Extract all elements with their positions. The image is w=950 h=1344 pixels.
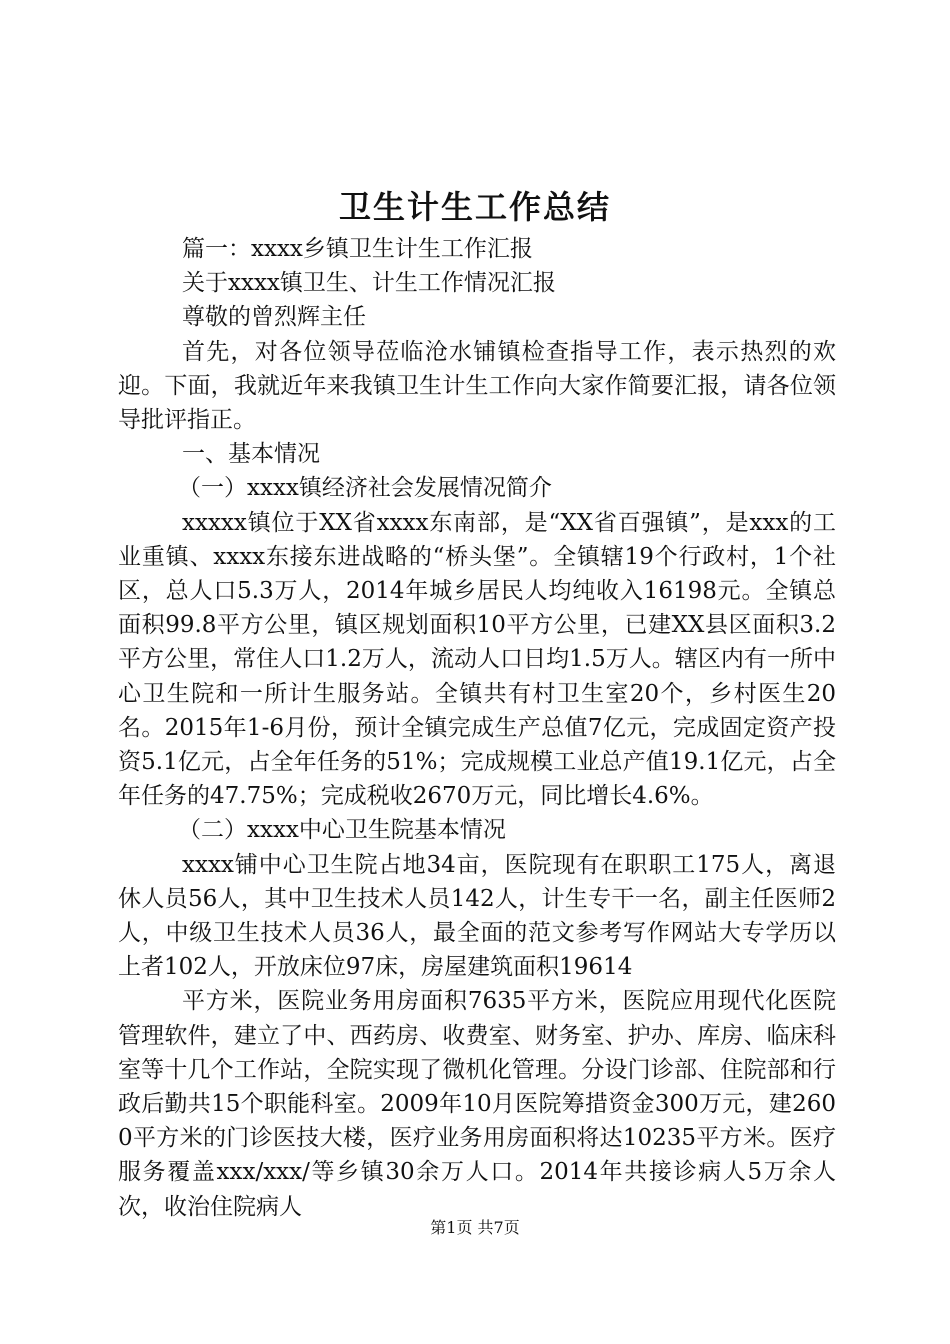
paragraph-hospital-details: xxxx铺中心卫生院占地34亩，医院现有在职职工175人，离退休人员56人，其中卫生技术人员142人，计生专干一名，副主任医师2人，中级卫生技术人员36人，最全面的范文参考写作网站大专学历以上者102人，开放床位97床，房屋建筑面积19614 [118, 851, 836, 981]
document-title: 卫生计生工作总结 [338, 188, 611, 226]
paragraph-subheading-economy: （一）xxxx镇经济社会发展情况简介 [178, 475, 552, 502]
paragraph-report-title: 关于xxxx镇卫生、计生工作情况汇报 [182, 270, 556, 297]
paragraph-section-heading: 篇一：xxxx乡镇卫生计生工作汇报 [182, 236, 533, 262]
paragraph-salutation: 尊敬的曾烈辉主任 [182, 304, 366, 331]
paragraph-hospital-facilities: 平方米，医院业务用房面积7635平方米，医院应用现代化医院管理软件，建立了中、西药房、收费室、财务室、护办、库房、临床科室等十几个工作站，全院实现了微机化管理。分设门诊部、住院部和行政后勤共15个职能科室。2009年10月医院筹措资金300万元，建2600平方米的门诊医技大楼，医疗业务用房面积将达10235平方米。医疗服务覆盖xxx/xxx/等乡镇30余万人口。2014年共接诊病人5万余人次，收治住院病人 [118, 988, 836, 1220]
page-footer: 第1页 共7页 [430, 1218, 520, 1237]
paragraph-subheading-hospital: （二）xxxx中心卫生院基本情况 [178, 817, 506, 844]
paragraph-heading-basic-info: 一、基本情况 [182, 441, 320, 468]
document-body [118, 232, 836, 1224]
paragraph-opening: 首先，对各位领导莅临沧水铺镇检查指导工作，表示热烈的欢迎。下面，我就近年来我镇卫生计生工作向大家作简要汇报，请各位领导批评指正。 [118, 338, 836, 434]
paragraph-economy-details: xxxxx镇位于XX省xxxx东南部，是“XX省百强镇”，是xxx的工业重镇、xxxx东接东进战略的“桥头堡”。全镇辖19个行政村，1个社区，总人口5.3万人，2014年城乡居民人均纯收入16198元。全镇总面积99.8平方公里，镇区规划面积10平方公里，已建XX县区面积3.2平方公里，常住人口1.2万人，流动人口日均1.5万人。辖区内有一所中心卫生院和一所计生服务站。全镇共有村卫生室20个，乡村医生20名。2015年1-6月份，预计全镇完成生产总值7亿元，完成固定资产投资5.1亿元，占全年任务的51%；完成规模工业总产值19.1亿元，占全年任务的47.75%；完成税收2670万元，同比增长4.6%。 [118, 509, 836, 810]
